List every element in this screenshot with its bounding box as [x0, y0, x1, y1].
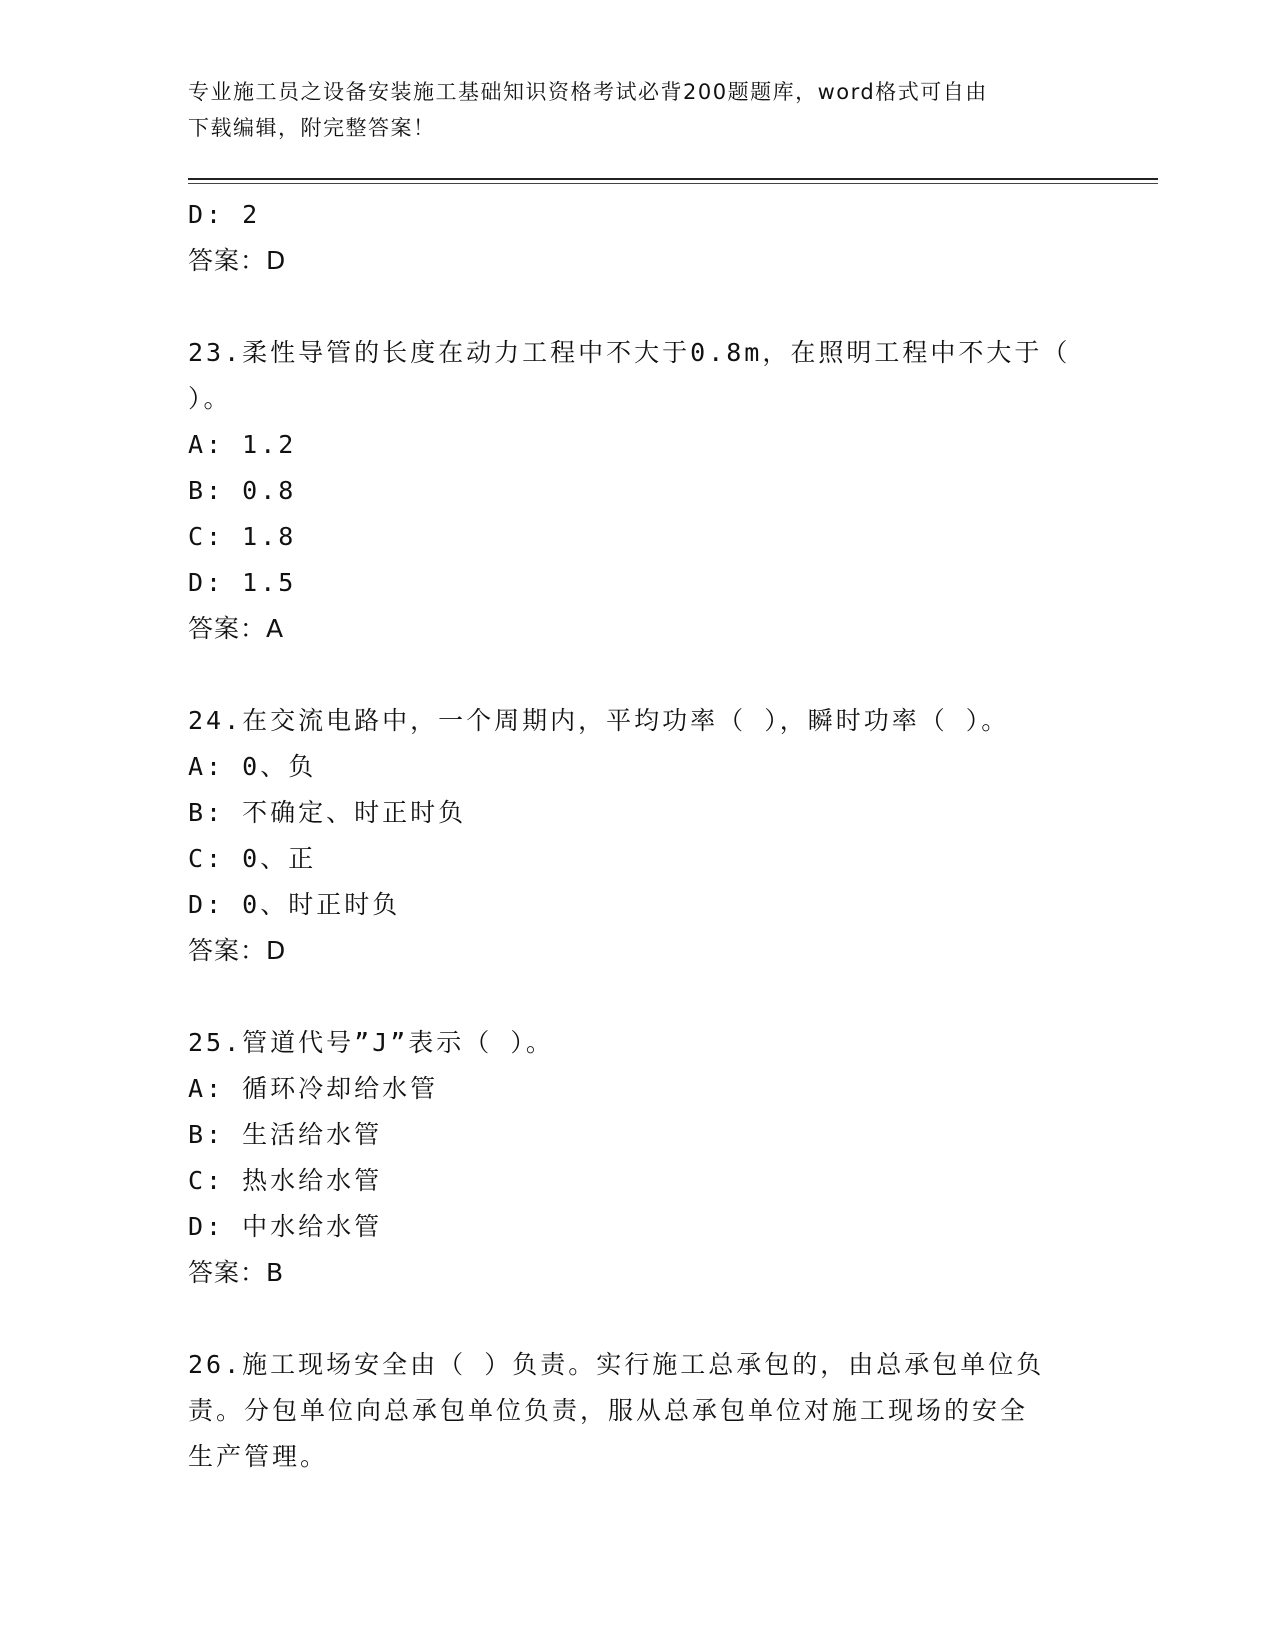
question-25-option-c: C: 热水给水管 [188, 1166, 383, 1195]
question-24-answer: 答案：D [188, 936, 287, 965]
question-26-stem-line-2: 责。分包单位向总承包单位负责，服从总承包单位对施工现场的安全 [188, 1396, 1029, 1425]
header-divider-thin [188, 183, 1158, 184]
question-23-stem-line-2: ）。 [188, 384, 232, 413]
question-23-option-d: D: 1.5 [188, 568, 297, 597]
spacer [188, 974, 1088, 1020]
question-24-option-c: C: 0、正 [188, 844, 317, 873]
spacer [188, 284, 1088, 330]
question-24-stem: 24.在交流电路中，一个周期内，平均功率（ ），瞬时功率（ ）。 [188, 706, 1010, 735]
question-24-option-d: D: 0、时正时负 [188, 890, 401, 919]
question-24-option-b: B: 不确定、时正时负 [188, 798, 467, 827]
question-25-stem: 25.管道代号”J”表示（ ）。 [188, 1028, 554, 1057]
header-line-2: 下载编辑，附完整答案！ [188, 116, 436, 140]
spacer [188, 652, 1088, 698]
question-25-option-d: D: 中水给水管 [188, 1212, 383, 1241]
question-25-option-b: B: 生活给水管 [188, 1120, 383, 1149]
option-d: D: 2 [188, 200, 261, 229]
spacer [188, 1296, 1088, 1342]
question-25-answer: 答案：B [188, 1258, 285, 1287]
question-23-option-a: A: 1.2 [188, 430, 297, 459]
header-divider [188, 178, 1158, 180]
question-26-stem-line-1: 26.施工现场安全由（ ）负责。实行施工总承包的，由总承包单位负 [188, 1350, 1045, 1379]
question-23-answer: 答案：A [188, 614, 285, 643]
question-23-stem-line-1: 23.柔性导管的长度在动力工程中不大于0.8m，在照明工程中不大于（ [188, 338, 1071, 367]
question-24-option-a: A: 0、负 [188, 752, 317, 781]
document-header [188, 74, 1088, 146]
document-body [188, 192, 1088, 1480]
header-line-1: 专业施工员之设备安装施工基础知识资格考试必背200题题库，word格式可自由 [188, 80, 988, 104]
question-23-option-c: C: 1.8 [188, 522, 297, 551]
question-23-option-b: B: 0.8 [188, 476, 297, 505]
question-26-stem-line-3: 生产管理。 [188, 1442, 329, 1471]
answer: 答案：D [188, 246, 287, 275]
question-25-option-a: A: 循环冷却给水管 [188, 1074, 439, 1103]
